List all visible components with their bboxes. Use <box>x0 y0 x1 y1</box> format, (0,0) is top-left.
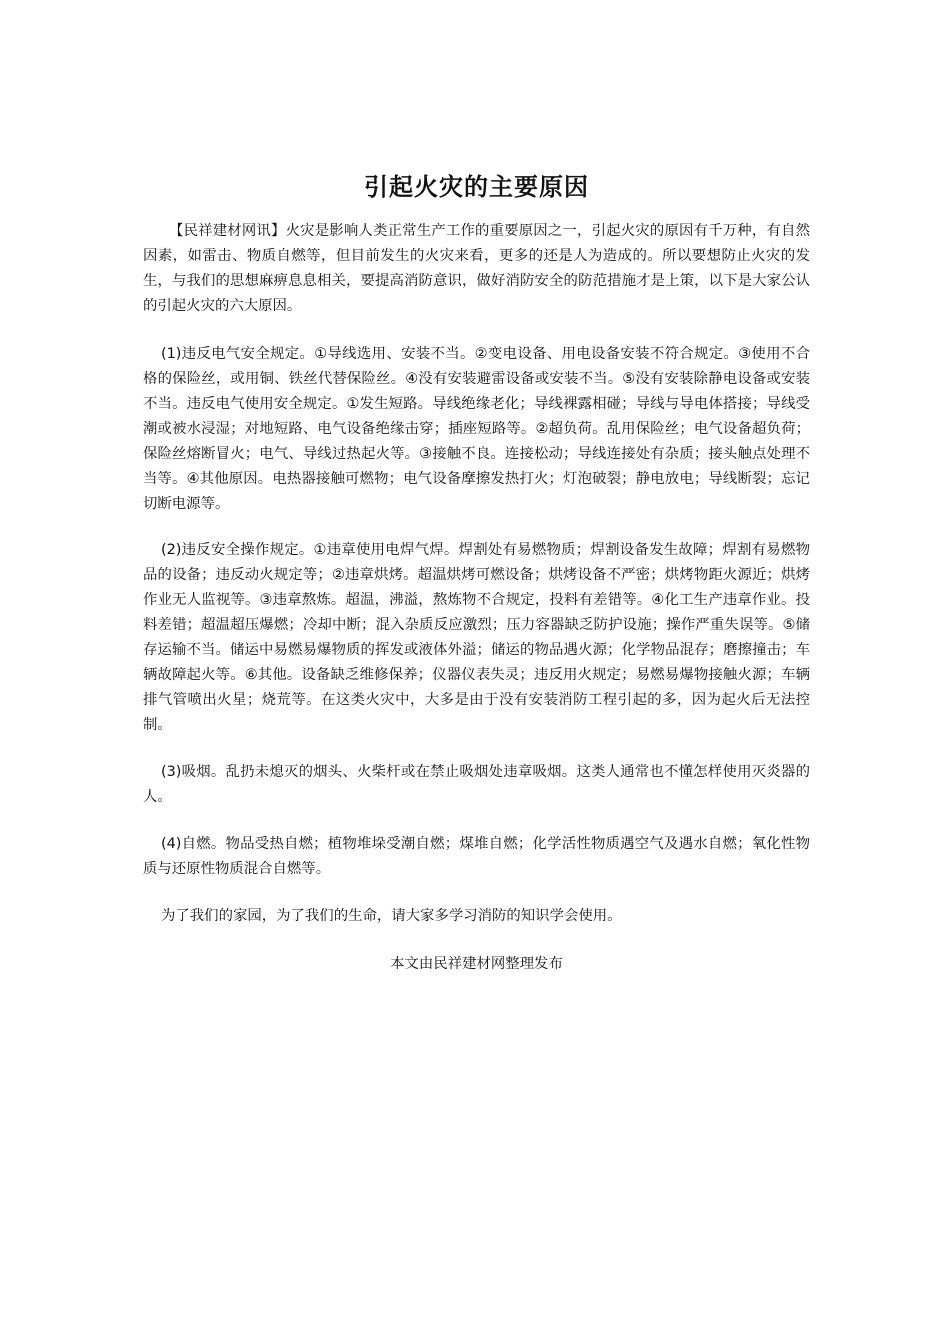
paragraph-closing: 为了我们的家园，为了我们的生命，请大家多学习消防的知识学会使用。 <box>161 908 622 924</box>
paragraph-electrical: (1)违反电气安全规定。①导线选用、安装不当。②变电设备、用电设备安装不符合规定。③使用不合格的保险丝，或用铜、铁丝代替保险丝。④没有安装避雷设备或安装不当。⑤没有安装除静电设备或安装不当。违反电气使用安全规定。①发生短路。导线绝缘老化；导线裸露相碰；导线与导电体搭接；导线受潮或被水浸湿；对地短路、电气设备绝缘击穿；插座短路等。②超负荷。乱用保险丝；电气设备超负荷；保险丝熔断冒火；电气、导线过热起火等。③接触不良。连接松动；导线连接处有杂质；接头触点处理不当等。④其他原因。电热器接触可燃物；电气设备摩擦发热打火；灯泡破裂；静电放电；导线断裂；忘记切断电源等。 <box>143 346 810 512</box>
page-title: 引起火灾的主要原因 <box>364 173 589 202</box>
paragraph-operation: (2)违反安全操作规定。①违章使用电焊气焊。焊割处有易燃物质；焊割设备发生故障；焊割有易燃物品的设备；违反动火规定等；②违章烘烤。超温烘烤可燃设备；烘烤设备不严密；烘烤物距火源近；烘烤作业无人监视等。③违章熬炼。超温，沸溢，熬炼物不合规定，投料有差错等。④化工生产违章作业。投料差错；超温超压爆燃；冷却中断；混入杂质反应激烈；压力容器缺乏防护设施；操作严重失误等。⑤储存运输不当。储运中易燃易爆物质的挥发或液体外溢；储运的物品遇火源；化学物品混存；磨擦撞击；车辆故障起火等。⑥其他。设备缺乏维修保养；仪器仪表失灵；违反用火规定；易燃易爆物接触火源；车辆排气管喷出火星；烧荒等。在这类火灾中，大多是由于没有安装消防工程引起的多，因为起火后无法控制。 <box>143 542 810 733</box>
intro-paragraph: 【民祥建材网讯】火灾是影响人类正常生产工作的重要原因之一，引起火灾的原因有千万种，有自然因素，如雷击、物质自燃等，但目前发生的火灾来看，更多的还是人为造成的。所以要想防止火灾的发生，与我们的思想麻痹息息相关，要提高消防意识，做好消防安全的防范措施才是上策，以下是大家公认的引起火灾的六大原因。 <box>143 223 810 314</box>
paragraph-smoking: (3)吸烟。乱扔未熄灭的烟头、火柴杆或在禁止吸烟处违章吸烟。这类人通常也不懂怎样使用灭炎器的人。 <box>143 764 810 805</box>
paragraph-self-ignition: (4)自燃。物品受热自燃；植物堆垛受潮自燃；煤堆自燃；化学活性物质遇空气及遇水自燃；氧化性物质与还原性物质混合自燃等。 <box>143 836 810 877</box>
footer-credit: 本文由民祥建材网整理发布 <box>390 956 563 972</box>
